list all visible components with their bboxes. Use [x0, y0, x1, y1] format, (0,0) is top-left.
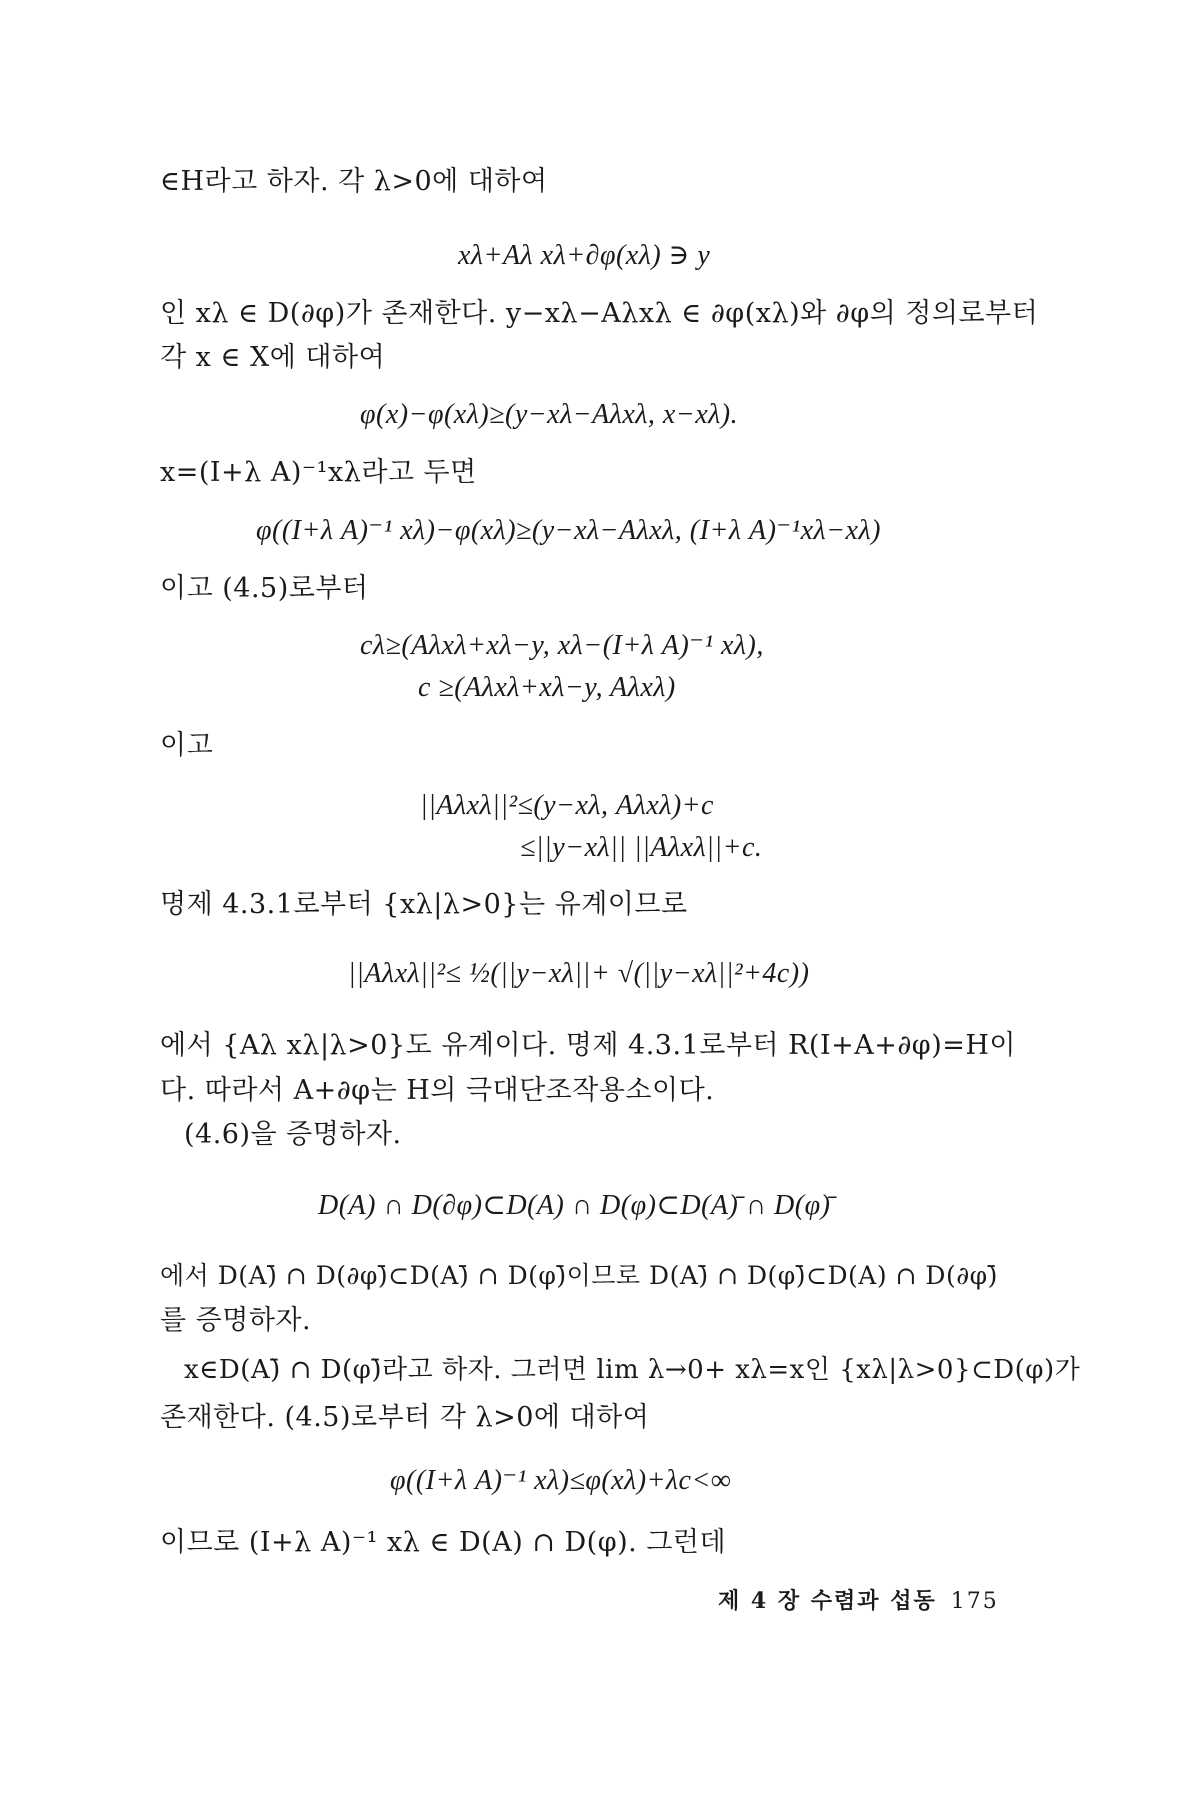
equation-01: xλ+Aλ xλ+∂φ(xλ) ∋ y [458, 240, 711, 271]
line-14: 명제 4.3.1로부터 {xλ|λ>0}는 유계이므로 [160, 889, 688, 920]
equation-02: φ(x)−φ(xλ)≥(y−xλ−Aλxλ, x−xλ). [360, 399, 739, 430]
equation-06: ||Aλxλ||²≤ ½(||y−xλ||+ √(||y−xλ||²+4c)) [348, 958, 810, 989]
page-footer [718, 1584, 999, 1615]
line-20: 에서 D(A)̄ ∩ D(∂φ)̄⊂D(A)̄ ∩ D(φ)̄이므로 D(A)̄ ∩ D(φ)̄⊂D(A) ∩ D(∂φ)̄ [160, 1261, 998, 1290]
equation-04a: cλ≥(Aλxλ+xλ−y, xλ−(I+λ A)⁻¹ xλ), [360, 630, 764, 661]
line-16: 에서 {Aλ xλ|λ>0}도 유계이다. 명제 4.3.1로부터 R(I+A+∂φ)=H이 [160, 1030, 1017, 1061]
equation-03: φ((I+λ A)⁻¹ xλ)−φ(xλ)≥(y−xλ−Aλxλ, (I+λ A)⁻¹xλ−xλ) [256, 515, 881, 546]
line-06: x=(I+λ A)⁻¹xλ라고 두면 [160, 457, 477, 488]
line-17: 다. 따라서 A+∂φ는 H의 극대단조작용소이다. [160, 1075, 715, 1106]
page-number: 175 [950, 1589, 999, 1614]
equation-05a: ||Aλxλ||²≤(y−xλ, Aλxλ)+c [420, 790, 714, 821]
equation-08: φ((I+λ A)⁻¹ xλ)≤φ(xλ)+λc<∞ [390, 1465, 732, 1496]
line-18: (4.6)을 증명하자. [184, 1119, 402, 1150]
line-01: ∈H라고 하자. 각 λ>0에 대하여 [160, 166, 548, 197]
line-04: 각 x ∈ X에 대하여 [160, 342, 386, 373]
equation-07: D(A) ∩ D(∂φ)⊂D(A) ∩ D(φ)⊂D(A)̄ ∩ D(φ)̄ [318, 1190, 831, 1221]
equation-04b: c ≥(Aλxλ+xλ−y, Aλxλ) [418, 672, 676, 703]
line-08: 이고 (4.5)로부터 [160, 573, 369, 604]
equation-05b: ≤||y−xλ|| ||Aλxλ||+c. [520, 832, 763, 863]
line-21: 를 증명하자. [160, 1305, 312, 1336]
line-03: 인 xλ ∈ D(∂φ)가 존재한다. y−xλ−Aλxλ ∈ ∂φ(xλ)와 ∂φ의 정의로부터 [160, 298, 1039, 329]
line-11: 이고 [160, 730, 214, 761]
line-22: x∈D(A)̄ ∩ D(φ)̄라고 하자. 그러면 lim λ→0+ xλ=x인 {xλ|λ>0}⊂D(φ)가 [184, 1355, 1081, 1385]
chapter-title: 제 4 장 수렴과 섭동 [718, 1588, 937, 1614]
line-25: 이므로 (I+λ A)⁻¹ xλ ∈ D(A) ∩ D(φ). 그런데 [160, 1527, 727, 1558]
line-23: 존재한다. (4.5)로부터 각 λ>0에 대하여 [160, 1402, 650, 1433]
